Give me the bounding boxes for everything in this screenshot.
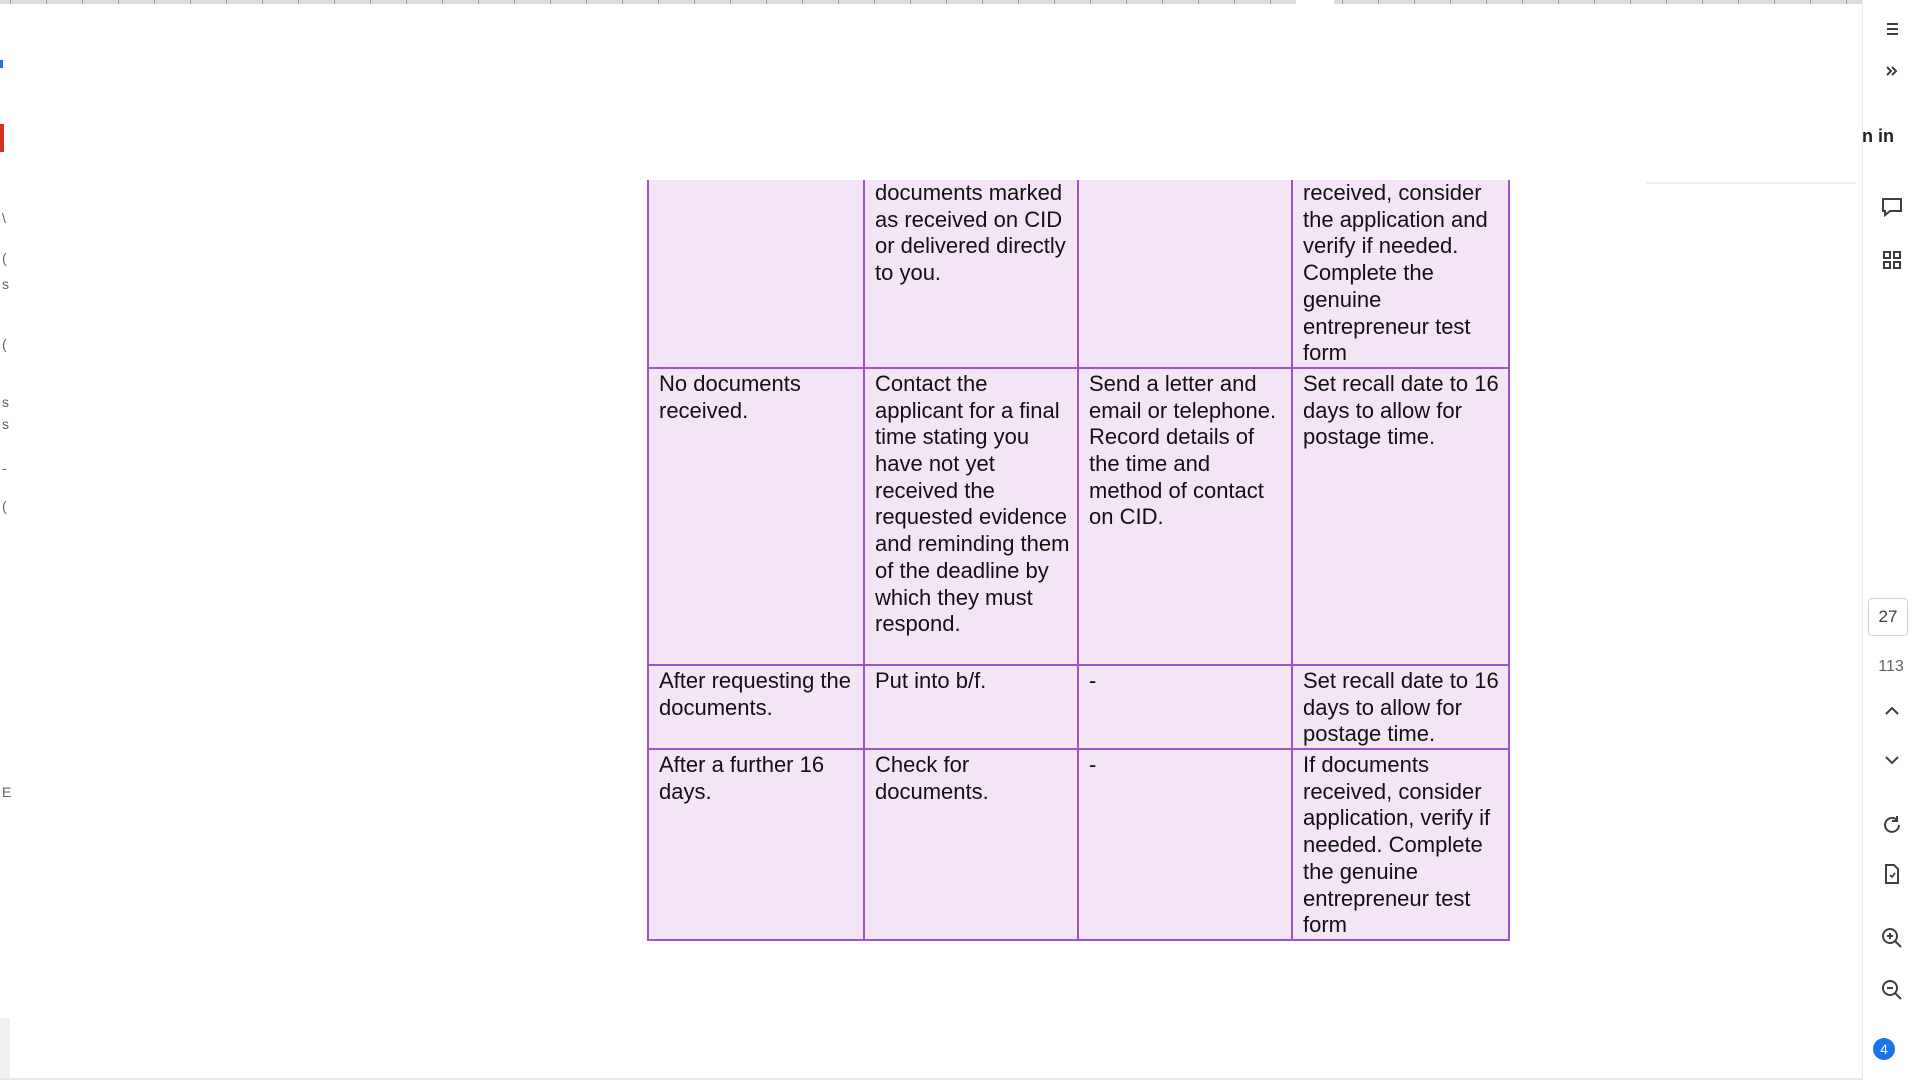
table-cell xyxy=(1292,368,1509,665)
cell-text: Set recall date to 16 days to allow for postage time. xyxy=(1303,667,1499,747)
right-toolbar xyxy=(1862,0,1920,1080)
ruler-tick xyxy=(190,0,191,4)
ruler-tick xyxy=(694,0,695,4)
left-edge-glyph: - xyxy=(2,460,7,476)
table-cell xyxy=(1292,665,1509,749)
chevron-down-icon[interactable] xyxy=(1863,749,1920,777)
document-table xyxy=(647,180,1510,941)
ruler-tick xyxy=(1846,0,1847,4)
left-edge-glyph: \ xyxy=(2,210,6,226)
ruler-tick xyxy=(1378,0,1379,4)
ruler-tick xyxy=(1630,0,1631,4)
table-row xyxy=(648,180,1509,368)
ruler-tick xyxy=(1486,0,1487,4)
left-edge-red-marker xyxy=(0,124,4,152)
cell-text: No documents received. xyxy=(659,370,801,423)
left-edge-glyph: ( xyxy=(2,336,7,352)
cell-text: After a further 16 days. xyxy=(659,752,825,804)
left-edge-glyph: ( xyxy=(2,498,7,514)
ruler-tick xyxy=(334,0,335,4)
ruler-tick xyxy=(1414,0,1415,4)
table-row xyxy=(648,665,1509,749)
cell-text: Check for documents. xyxy=(875,752,989,804)
cell-text: received, consider the application and verify if needed. Complete the genuine entrepreneur test form xyxy=(1303,180,1488,366)
ruler-tick xyxy=(982,0,983,4)
table-cell xyxy=(1078,749,1292,940)
header-divider xyxy=(1646,182,1856,184)
chevron-up-icon[interactable] xyxy=(1863,700,1920,728)
table-cell xyxy=(648,180,864,368)
top-ruler xyxy=(0,0,1862,4)
table-cell xyxy=(1292,180,1509,368)
comment-icon[interactable] xyxy=(1863,194,1920,226)
ruler-tick xyxy=(514,0,515,4)
cell-text: Put into b/f. xyxy=(875,667,987,693)
table-cell xyxy=(1078,368,1292,665)
ruler-tick xyxy=(802,0,803,4)
ruler-tick xyxy=(838,0,839,4)
ruler-tick xyxy=(730,0,731,4)
ruler-tick xyxy=(1738,0,1739,4)
ruler-tick xyxy=(46,0,47,4)
ruler-tick xyxy=(1270,0,1271,4)
table-cell xyxy=(648,749,864,940)
ruler-tick xyxy=(658,0,659,4)
ruler-tick xyxy=(478,0,479,4)
ruler-tick xyxy=(874,0,875,4)
ruler-tick xyxy=(1018,0,1019,4)
ruler-tick xyxy=(1558,0,1559,4)
ruler-tick xyxy=(1594,0,1595,4)
refresh-icon[interactable] xyxy=(1863,813,1920,843)
zoom-in-icon[interactable] xyxy=(1863,926,1920,956)
grid-icon[interactable] xyxy=(1863,248,1920,278)
document-icon[interactable] xyxy=(1863,862,1920,892)
cell-text: If documents received, consider application, verify if needed. Complete the genuine entrepreneur test form xyxy=(1303,752,1491,938)
ruler-tick xyxy=(1198,0,1199,4)
ruler-tick xyxy=(1234,0,1235,4)
ruler-tick xyxy=(1522,0,1523,4)
ruler-tick xyxy=(622,0,623,4)
left-edge-glyph: E xyxy=(2,784,12,800)
ruler-tick xyxy=(1450,0,1451,4)
table-cell xyxy=(1078,180,1292,368)
ruler-tick xyxy=(766,0,767,4)
ruler-tick xyxy=(118,0,119,4)
cell-text: - xyxy=(1089,667,1097,693)
current-page-input[interactable]: 27 xyxy=(1868,598,1908,636)
ruler-tick xyxy=(1702,0,1703,4)
bottom-left-edge xyxy=(0,1018,10,1080)
ruler-tick xyxy=(586,0,587,4)
ruler-tick xyxy=(298,0,299,4)
ruler-tick xyxy=(1342,0,1343,4)
ruler-tick xyxy=(1054,0,1055,4)
ruler-tick xyxy=(1090,0,1091,4)
cell-text: - xyxy=(1089,752,1097,778)
table-row xyxy=(648,749,1509,940)
notification-badge[interactable]: 4 xyxy=(1873,1038,1895,1060)
ruler-tick xyxy=(154,0,155,4)
ruler-tick xyxy=(406,0,407,4)
total-pages: 113 xyxy=(1878,658,1904,675)
ruler-tick xyxy=(550,0,551,4)
table-cell xyxy=(864,665,1078,749)
left-edge-glyph: s xyxy=(2,276,9,292)
ruler-tick xyxy=(1126,0,1127,4)
ruler-tick xyxy=(262,0,263,4)
table-cell xyxy=(1292,749,1509,940)
zoom-out-icon[interactable] xyxy=(1863,978,1920,1008)
table-cell xyxy=(864,368,1078,665)
menu-icon[interactable] xyxy=(1863,18,1920,46)
table-cell xyxy=(864,180,1078,368)
left-edge-glyph: ( xyxy=(2,250,7,266)
left-edge-blue-marker xyxy=(0,60,3,68)
table-cell xyxy=(648,665,864,749)
sign-in-link[interactable]: n in xyxy=(1862,126,1894,146)
table-cell xyxy=(864,749,1078,940)
left-edge-glyph: s xyxy=(2,416,9,432)
cell-text: After requesting the documents. xyxy=(659,667,852,720)
left-edge-glyph: s xyxy=(2,394,9,410)
double-chevron-icon[interactable] xyxy=(1863,60,1920,88)
ruler-tick xyxy=(226,0,227,4)
cell-text: Set recall date to 16 days to allow for postage time. xyxy=(1303,370,1499,450)
ruler-tick xyxy=(82,0,83,4)
ruler-tick xyxy=(370,0,371,4)
ruler-tick xyxy=(1810,0,1811,4)
table-row xyxy=(648,368,1509,665)
table-cell xyxy=(1078,665,1292,749)
cell-text: Send a letter and email or telephone. Record details of the time and method of contact on CID. xyxy=(1089,370,1277,530)
ruler-tick xyxy=(1162,0,1163,4)
ruler-tick xyxy=(442,0,443,4)
cell-text: documents marked as received on CID or delivered directly to you. xyxy=(875,180,1066,286)
table-cell xyxy=(648,368,864,665)
ruler-tick xyxy=(1774,0,1775,4)
ruler-tick xyxy=(910,0,911,4)
cell-text: Contact the applicant for a final time stating you have not yet received the requested evidence and reminding them of the deadline by which they must respond. xyxy=(875,370,1070,637)
ruler-tick xyxy=(946,0,947,4)
ruler-tick xyxy=(1666,0,1667,4)
left-panel-edge xyxy=(0,0,14,1080)
ruler-gap xyxy=(1296,0,1334,4)
